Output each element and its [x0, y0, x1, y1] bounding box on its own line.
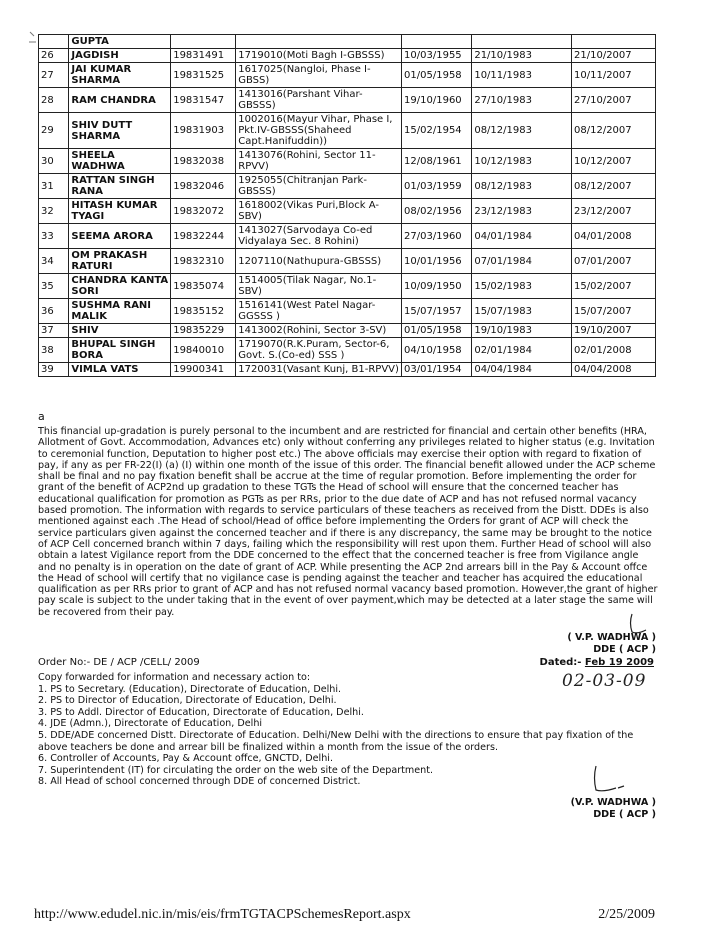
cell-date1: 23/12/1983: [472, 199, 572, 224]
cell-date2: 27/10/2007: [572, 88, 656, 113]
cell-name: BHUPAL SINGH BORA: [69, 338, 171, 363]
cell-school: [236, 35, 402, 49]
cell-name: GUPTA: [69, 35, 171, 49]
dated-label: Dated:-: [539, 657, 582, 668]
cell-dob: 10/03/1955: [402, 49, 472, 63]
cell-date2: 10/11/2007: [572, 63, 656, 88]
table-row: [39, 113, 656, 149]
table-row: [39, 274, 656, 299]
signature-scrawl-2: [590, 764, 640, 794]
order-number: Order No:- DE / ACP /CELL/ 2009: [38, 657, 200, 668]
cell-name: HITASH KUMAR TYAGI: [69, 199, 171, 224]
cell-date2: 08/12/2007: [572, 113, 656, 149]
cell-sno: 39: [39, 363, 69, 377]
signatory-block-1: [567, 632, 656, 656]
cell-dob: 15/07/1957: [402, 299, 472, 324]
table-row: [39, 338, 656, 363]
cell-sno: 28: [39, 88, 69, 113]
signatory-title: DDE ( ACP ): [593, 809, 656, 820]
cell-dob: 08/02/1956: [402, 199, 472, 224]
cell-school: 1719070(R.K.Puram, Sector-6, Govt. S.(Co-ed) SSS ): [236, 338, 402, 363]
cell-id: [171, 35, 236, 49]
cell-id: 19900341: [171, 363, 236, 377]
cell-dob: 01/03/1959: [402, 174, 472, 199]
cell-sno: 30: [39, 149, 69, 174]
table-row: [39, 249, 656, 274]
cell-dob: 12/08/1961: [402, 149, 472, 174]
list-item: 5. DDE/ADE concerned Distt. Directorate of Education. Delhi/New Delhi with the directions to ensure that pay fixation of the above teachers be done and arrear bill be finalized within a month from the issue of the orders.: [38, 729, 634, 753]
cell-dob: 10/09/1950: [402, 274, 472, 299]
cell-sno: 27: [39, 63, 69, 88]
cell-date1: 02/01/1984: [472, 338, 572, 363]
cell-id: 19832046: [171, 174, 236, 199]
list-item: 2. PS to Director of Education, Directorate of Education, Delhi.: [38, 695, 337, 707]
cell-id: 19832244: [171, 224, 236, 249]
cell-date2: 23/12/2007: [572, 199, 656, 224]
cell-school: 1413002(Rohini, Sector 3-SV): [236, 324, 402, 338]
table-body: [39, 35, 656, 377]
signatory-block-2: [571, 797, 656, 821]
cell-id: 19835229: [171, 324, 236, 338]
table-row: [39, 49, 656, 63]
cell-school: 1413016(Parshant Vihar-GBSSS): [236, 88, 402, 113]
cell-date2: 15/07/2007: [572, 299, 656, 324]
copy-forwarded-list: [38, 672, 663, 788]
cell-date2: [572, 35, 656, 49]
cell-school: 1719010(Moti Bagh I-GBSSS): [236, 49, 402, 63]
cell-sno: 35: [39, 274, 69, 299]
footer-url: http://www.edudel.nic.in/mis/eis/frmTGTACPSchemesReport.aspx: [34, 907, 411, 922]
cell-date2: 15/02/2007: [572, 274, 656, 299]
list-item: 6. Controller of Accounts, Pay & Account offce, GNCTD, Delhi.: [38, 753, 334, 765]
cell-id: 19831525: [171, 63, 236, 88]
list-item: 8. All Head of school concerned through DDE of concerned District.: [38, 776, 361, 788]
list-item: 7. Superintendent (IT) for circulating the order on the web site of the Department.: [38, 764, 434, 776]
note-mark: a: [38, 410, 45, 423]
table-row: [39, 363, 656, 377]
cell-name: SUSHMA RANI MALIK: [69, 299, 171, 324]
cell-name: JAI KUMAR SHARMA: [69, 63, 171, 88]
cell-sno: 34: [39, 249, 69, 274]
cell-date1: 04/01/1984: [472, 224, 572, 249]
cell-date1: 04/04/1984: [472, 363, 572, 377]
cell-date1: 08/12/1983: [472, 113, 572, 149]
table-row: [39, 35, 656, 49]
signatory-title: DDE ( ACP ): [593, 644, 656, 655]
cell-school: 1516141(West Patel Nagar-GGSSS ): [236, 299, 402, 324]
cell-dob: 10/01/1956: [402, 249, 472, 274]
cell-sno: 36: [39, 299, 69, 324]
cell-date1: 19/10/1983: [472, 324, 572, 338]
cell-date2: 08/12/2007: [572, 174, 656, 199]
cell-name: VIMLA VATS: [69, 363, 171, 377]
cell-dob: 15/02/1954: [402, 113, 472, 149]
list-item: 4. JDE (Admn.), Directorate of Education, Delhi: [38, 718, 263, 730]
cell-name: OM PRAKASH RATURI: [69, 249, 171, 274]
cell-date2: 10/12/2007: [572, 149, 656, 174]
cell-dob: 27/03/1960: [402, 224, 472, 249]
cell-sno: 38: [39, 338, 69, 363]
cell-school: 1720031(Vasant Kunj, B1-RPVV): [236, 363, 402, 377]
cell-sno: 32: [39, 199, 69, 224]
cell-date2: 04/04/2008: [572, 363, 656, 377]
table-row: [39, 324, 656, 338]
table-row: [39, 88, 656, 113]
cell-dob: [402, 35, 472, 49]
cell-sno: 26: [39, 49, 69, 63]
cell-name: RAM CHANDRA: [69, 88, 171, 113]
cell-name: SEEMA ARORA: [69, 224, 171, 249]
cell-school: 1413076(Rohini, Sector 11-RPVV): [236, 149, 402, 174]
list-item: 1. PS to Secretary. (Education), Directorate of Education, Delhi.: [38, 683, 342, 695]
cell-school: 1617025(Nangloi, Phase I-GBSS): [236, 63, 402, 88]
cell-dob: 04/10/1958: [402, 338, 472, 363]
copy-intro: Copy forwarded for information and necessary action to:: [38, 672, 311, 683]
table-row: [39, 149, 656, 174]
cell-school: 1002016(Mayur Vihar, Phase I, Pkt.IV-GBSSS(Shaheed Capt.Hanifuddin)): [236, 113, 402, 149]
cell-id: 19831491: [171, 49, 236, 63]
cell-dob: 03/01/1954: [402, 363, 472, 377]
cell-school: 1514005(Tilak Nagar, No.1-SBV): [236, 274, 402, 299]
cell-name: SHIV: [69, 324, 171, 338]
dated-value: Feb 19 2009: [584, 657, 654, 668]
cell-id: 19831547: [171, 88, 236, 113]
table-row: [39, 299, 656, 324]
footer-date: 2/25/2009: [598, 907, 655, 922]
cell-date1: 15/07/1983: [472, 299, 572, 324]
cell-id: 19835074: [171, 274, 236, 299]
order-date: [540, 657, 654, 668]
cell-date1: 15/02/1983: [472, 274, 572, 299]
cell-name: JAGDISH: [69, 49, 171, 63]
cell-school: 1618002(Vikas Puri,Block A-SBV): [236, 199, 402, 224]
cell-sno: 37: [39, 324, 69, 338]
cell-dob: 01/05/1958: [402, 63, 472, 88]
cell-name: SHIV DUTT SHARMA: [69, 113, 171, 149]
cell-date1: [472, 35, 572, 49]
cell-date1: 10/11/1983: [472, 63, 572, 88]
cell-date1: 10/12/1983: [472, 149, 572, 174]
cell-name: SHEELA WADHWA: [69, 149, 171, 174]
table-row: [39, 199, 656, 224]
cell-id: 19835152: [171, 299, 236, 324]
handwritten-date: 02-03-09: [562, 671, 647, 691]
table-row: [39, 63, 656, 88]
signatory-name: (V.P. WADHWA ): [570, 797, 656, 808]
cell-date2: 21/10/2007: [572, 49, 656, 63]
cell-sno: 31: [39, 174, 69, 199]
cell-dob: 01/05/1958: [402, 324, 472, 338]
cell-date2: 04/01/2008: [572, 224, 656, 249]
conditions-paragraph: This financial up-gradation is purely personal to the incumbent and are restricted for financial and certain other benefits (HRA, Allotment of Govt. Accommodation, Advances etc) only without conferring any privileges related to higher status (e.g. Invitation to ceremonial function, Deputation to higher post etc.) The above officials may exercise their option with regard to fixation of pay, if any as per FR-22(I) (a) (I) within one month of the issue of this order. The financial benefit allowed under the ACP scheme shall be final and no pay fixation benefit shall be accrue at the time of regular promotion. Before implementing the order for grant of the benefit of ACP2nd up gradation to these TGTs the Head of school will ensure that the concerned teacher has educational qualification for promotion as PGTs as per RRs, prior to the due date of ACP and has not refused normal vacancy based promotion. The information with regards to service particulars of these teachers as received from the Distt. DDEs is also mentioned against each .The Head of school/Head of office before implementing the Orders for grant of ACP will check the service particulars given against the concerned teacher and if there is any discrepancy, the same may be brought to the notice of ACP Cell concerned branch within 7 days, failing which the responsibility will rest upon them. Further Head of school will also obtain a latest Vigilance report from the DDE concerned to the effect that the concerned teacher is free from Vigilance angle and no penalty is in operation on the date of grant of ACP. While presenting the ACP 2nd arrears bill in the Pay & Account offce the Head of school will certify that no vigilance case is pending against the teacher and teacher has acquired the educational qualification as per RRs prior to grant of ACP and has not refused normal vacancy based promotion. However,the grant of higher pay scale is subject to the under taking that in the event of over payment,which may be detected at a later stage the same will be recovered from their pay.: [38, 426, 658, 618]
cell-name: CHANDRA KANTA SORI: [69, 274, 171, 299]
teacher-list-table: [38, 34, 656, 377]
cell-name: RATTAN SINGH RANA: [69, 174, 171, 199]
cell-sno: [39, 35, 69, 49]
cell-date2: 02/01/2008: [572, 338, 656, 363]
cell-id: 19831903: [171, 113, 236, 149]
cell-date2: 19/10/2007: [572, 324, 656, 338]
signatory-name: ( V.P. WADHWA ): [567, 632, 656, 643]
margin-tick-mark: [28, 30, 38, 46]
cell-school: 1925055(Chitranjan Park-GBSSS): [236, 174, 402, 199]
cell-sno: 33: [39, 224, 69, 249]
cell-date1: 07/01/1984: [472, 249, 572, 274]
list-item: 3. PS to Addl. Director of Education, Directorate of Education, Delhi.: [38, 706, 364, 718]
cell-school: 1207110(Nathupura-GBSSS): [236, 249, 402, 274]
cell-id: 19832038: [171, 149, 236, 174]
cell-id: 19832310: [171, 249, 236, 274]
cell-sno: 29: [39, 113, 69, 149]
table-row: [39, 224, 656, 249]
cell-id: 19832072: [171, 199, 236, 224]
table-row: [39, 174, 656, 199]
cell-id: 19840010: [171, 338, 236, 363]
cell-date2: 07/01/2007: [572, 249, 656, 274]
cell-date1: 27/10/1983: [472, 88, 572, 113]
cell-date1: 21/10/1983: [472, 49, 572, 63]
cell-school: 1413027(Sarvodaya Co-ed Vidyalaya Sec. 8 Rohini): [236, 224, 402, 249]
cell-dob: 19/10/1960: [402, 88, 472, 113]
cell-date1: 08/12/1983: [472, 174, 572, 199]
